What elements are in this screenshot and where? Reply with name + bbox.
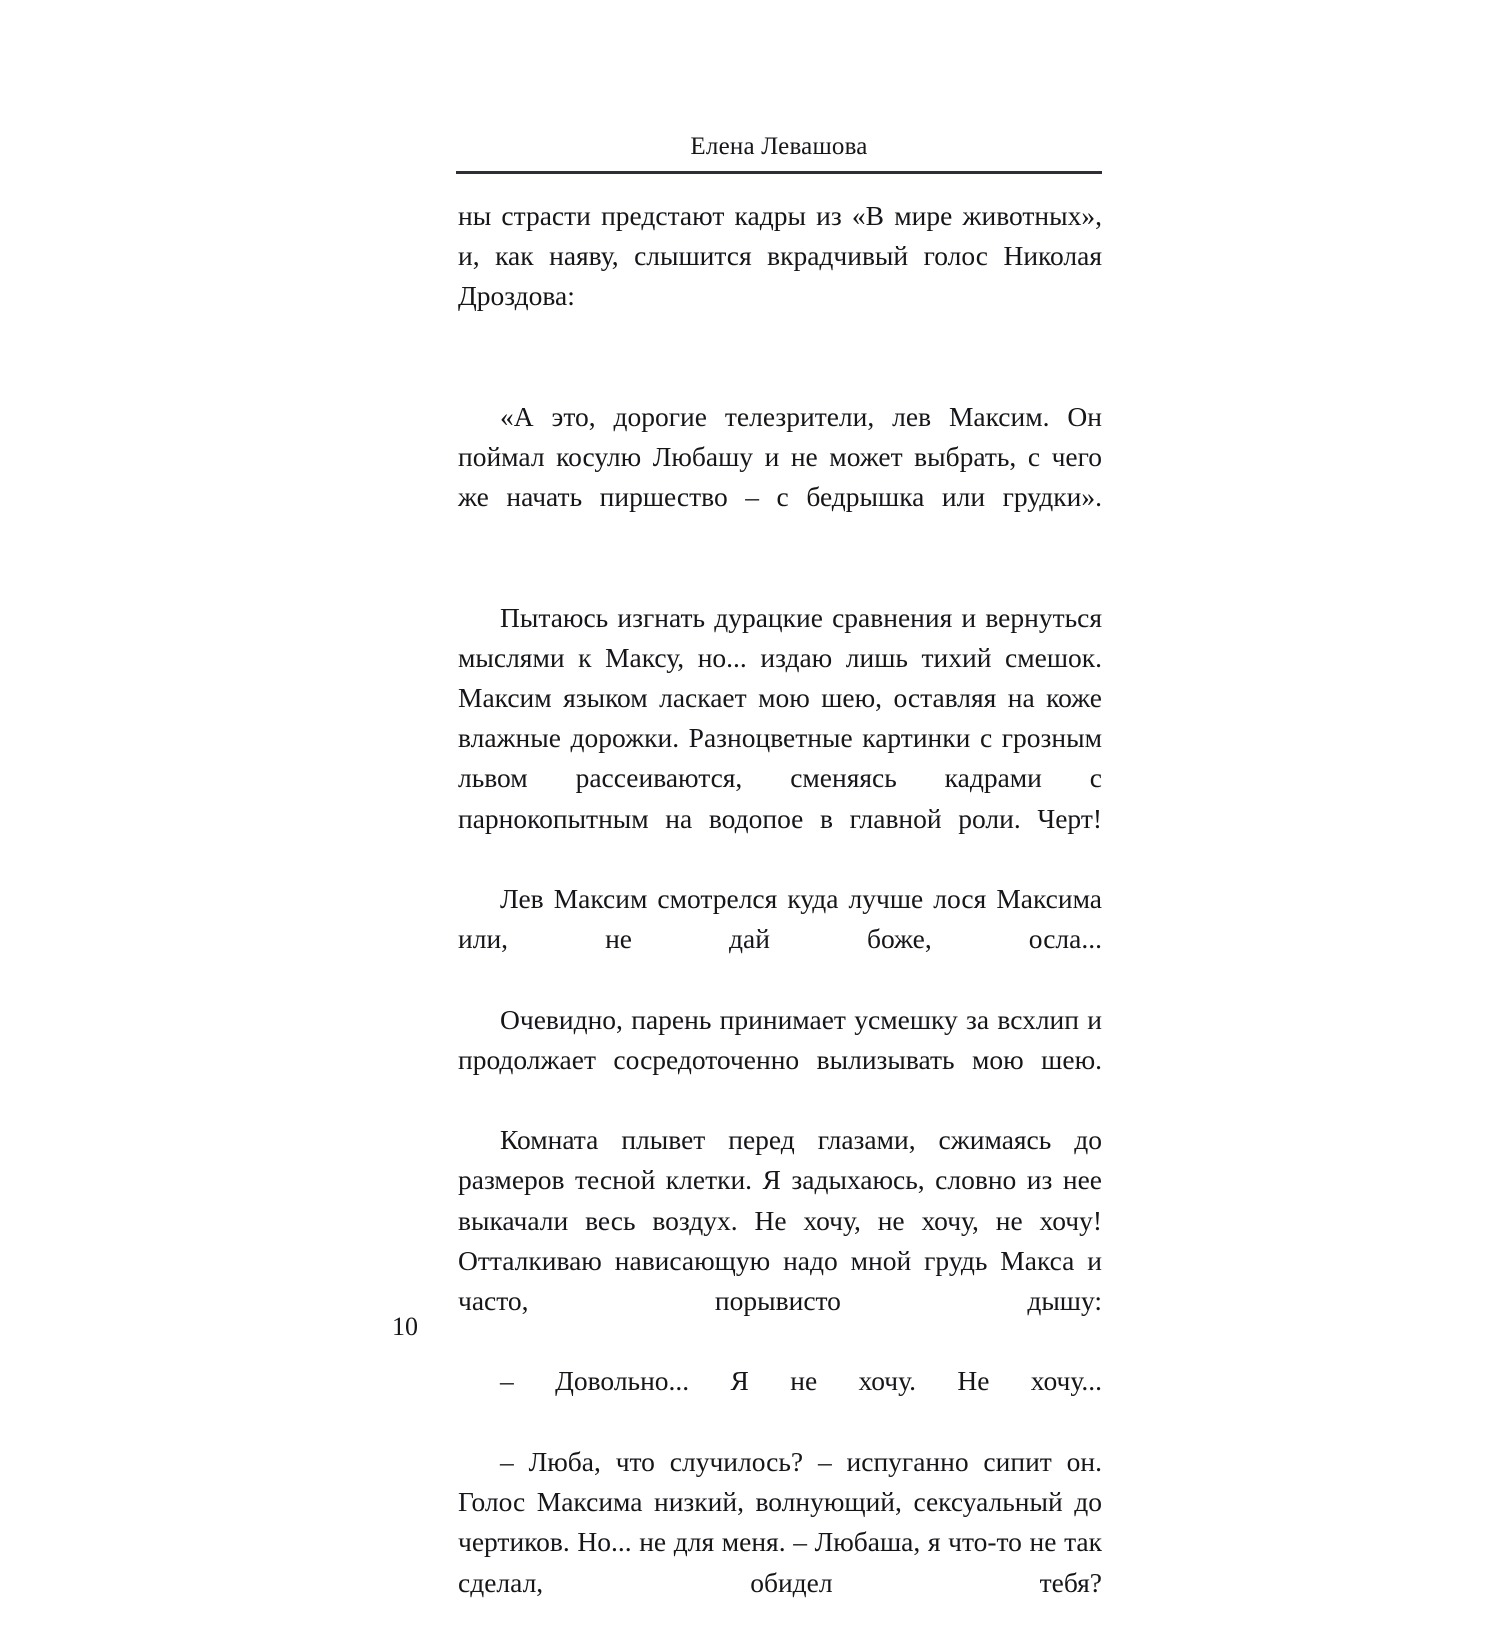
- paragraph-lion-maxim-better: Лев Максим смотрелся куда лучше лося Максима или, не дай боже, осла...: [458, 883, 1102, 955]
- body-text-column: [458, 196, 1102, 1643]
- page-number: 10: [392, 1312, 418, 1341]
- running-head-author: Елена Левашова: [690, 133, 868, 160]
- paragraph-dialogue-enough: – Довольно... Я не хочу. Не хочу...: [500, 1365, 1102, 1397]
- paragraph-trying-to-banish: Пытаюсь изгнать дурацкие сравнения и вернуться мыслями к Максу, но... издаю лишь тихий смешок. Максим языком ласкает мою шею, оставляя на коже влажные дорожки. Разноцветные картинки с грозным львом рассеиваются, сменяясь кадрами с парнокопытным на водопое в главной роли. Черт!: [458, 601, 1102, 834]
- paragraph-room-floating: Комната плывет перед глазами, сжимаясь до размеров тесной клетки. Я задыхаюсь, словно из нее выкачали весь воздух. Не хочу, не хочу, не хочу! Отталкиваю нависающую надо мной грудь Макса и часто, порывисто дышу:: [458, 1124, 1102, 1317]
- paragraph-obviously-guy: Очевидно, парень принимает усмешку за всхлип и продолжает сосредоточенно вылизывать мою шею.: [458, 1003, 1102, 1075]
- paragraph-quote-lion: «А это, дорогие телезрители, лев Максим. Он поймал косулю Любашу и не может выбрать, с чего же начать пиршество – с бедрышка или грудки».: [458, 400, 1102, 513]
- paragraph-continuation: ны страсти предстают кадры из «В мире животных», и, как наяву, слышится вкрадчивый голос Николая Дроздова:: [458, 200, 1102, 312]
- paragraph-dialogue-lyuba: – Люба, что случилось? – испуганно сипит он. Голос Максима низкий, волнующий, сексуальный до чертиков. Но... не для меня. – Любаша, я что-то не так сделал, обидел тебя?: [458, 1445, 1102, 1598]
- header-divider-rule: [456, 171, 1102, 174]
